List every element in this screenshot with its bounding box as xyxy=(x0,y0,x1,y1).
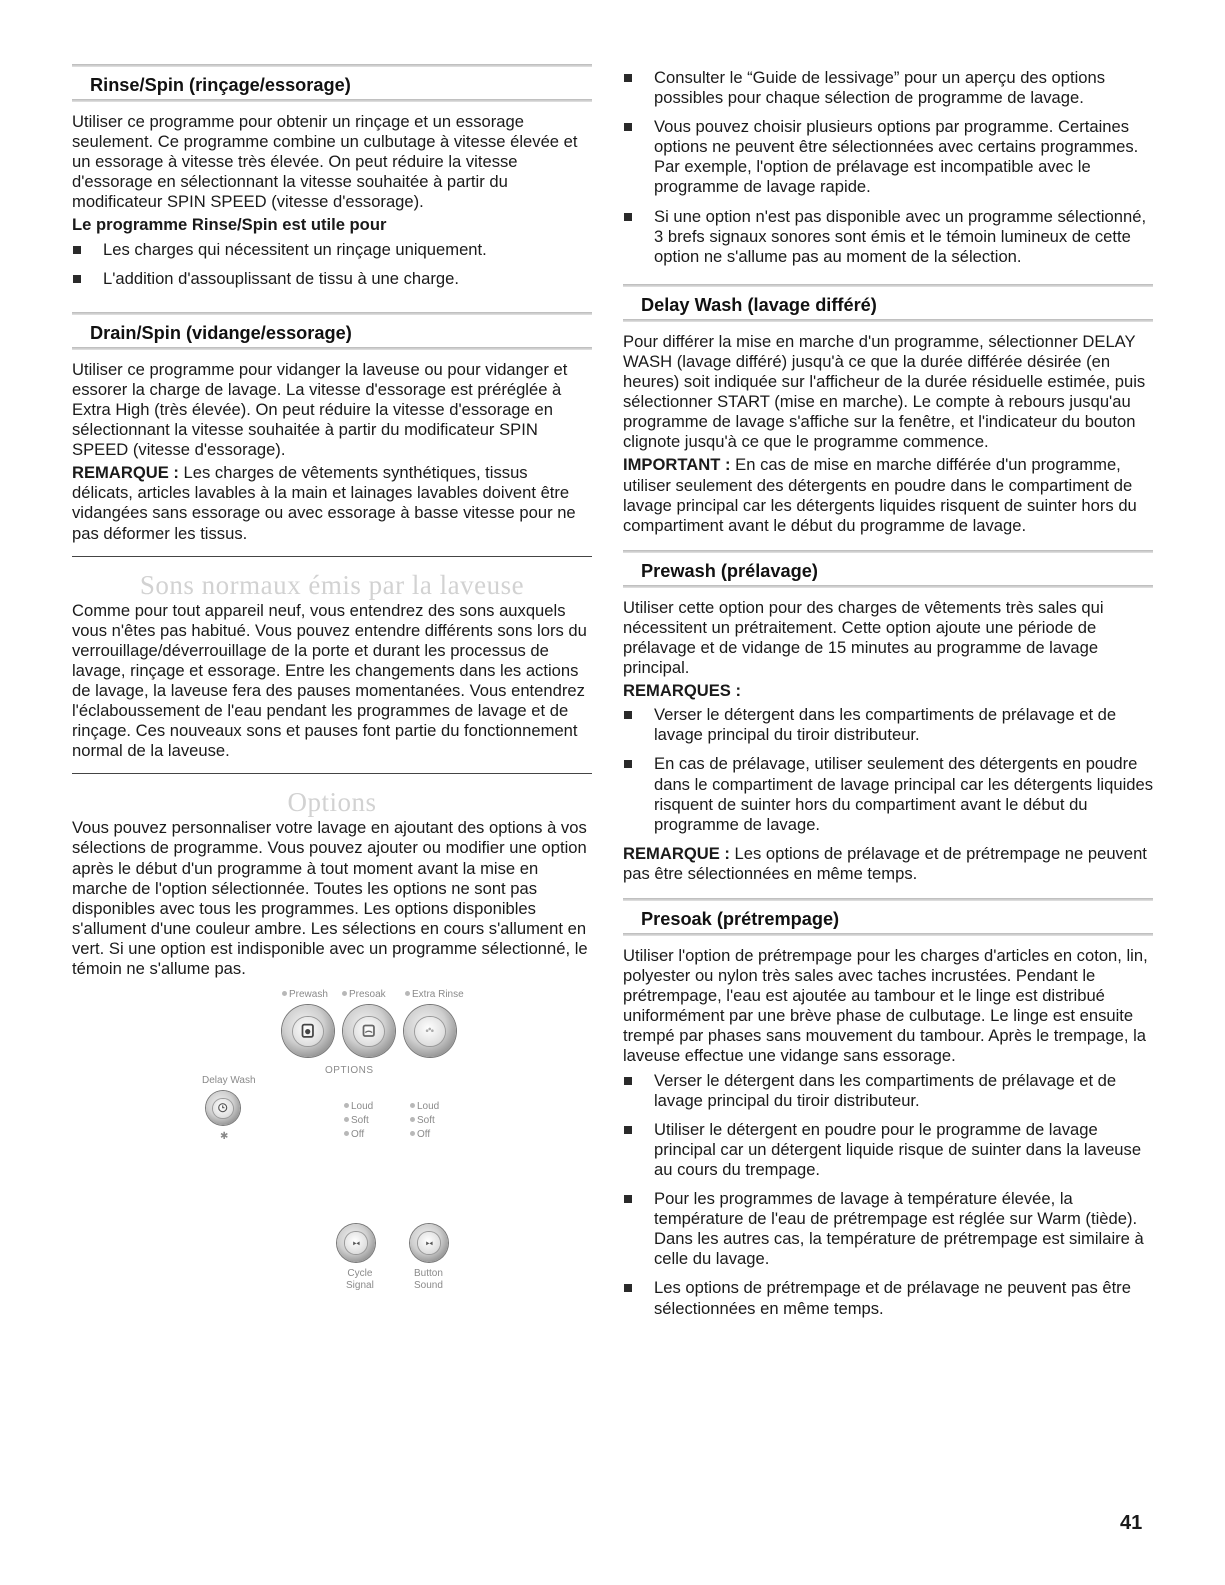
list-item: Consulter le “Guide de lessivage” pour un aperçu des options possibles pour chaque sélection de programme de lavage. xyxy=(623,68,1153,108)
indicator-light-icon xyxy=(282,991,287,996)
extra-rinse-panel-label: Extra Rinse xyxy=(405,989,464,1001)
options-paragraph: Vous pouvez personnaliser votre lavage en ajoutant des options à vos sélections de programme. Vous pouvez ajouter ou modifier une option après le début d'un programme à tout moment avant la mise en marche de l'option sélectionnée. Toutes les options ne sont pas disponibles avec tous les programmes. Les options disponibles s'allument d'une couleur ambre. Les sélections en cours s'allument en vert. Si une option est indisponible avec un programme sélectionné, le témoin ne s'allume pas. xyxy=(72,818,588,978)
signal-icon xyxy=(350,1237,363,1250)
delay-wash-paragraph: Pour différer la mise en marche d'un programme, sélectionner DELAY WASH (lavage différé) jusqu'à ce que la durée différée désirée (en heures) soit indiquée sur l'afficheur de la durée résiduelle estimée, puis sélectionner START (mise en marche). Le compte à rebours jusqu'au programme de lavage s'affiche sur la fenêtre, et l'indicateur du bouton clignote jusqu'à ce que le programme commence. xyxy=(623,331,1146,452)
indicator-light-icon xyxy=(405,991,410,996)
rinse-spin-lead: Le programme Rinse/Spin est utile pour xyxy=(72,215,387,235)
indicator-star-icon: ✱ xyxy=(220,1131,229,1143)
delay-wash-heading: Delay Wash (lavage différé) xyxy=(641,294,877,315)
sons-heading: Sons normaux émis par la laveuse xyxy=(139,569,525,600)
section-header-drain-spin xyxy=(72,312,592,350)
section-header-rinse-spin xyxy=(72,64,592,102)
presoak-icon xyxy=(360,1022,377,1039)
off-label: Off xyxy=(417,1129,431,1141)
sound-icon xyxy=(423,1237,436,1250)
cycle-signal-label: Cycle Signal xyxy=(346,1268,374,1291)
delay-wash-panel-label: Delay Wash xyxy=(202,1075,256,1087)
prewash-notes-list xyxy=(623,705,1153,835)
prewash-notes-label: REMARQUES : xyxy=(623,681,742,701)
presoak-heading: Presoak (prétrempage) xyxy=(641,909,840,929)
section-header-options xyxy=(72,773,592,818)
section-header-sons xyxy=(72,556,592,601)
section-header-delay-wash xyxy=(623,284,1153,322)
prewash-heading: Prewash (prélavage) xyxy=(641,560,818,581)
section-header-presoak xyxy=(623,898,1153,936)
note-text: Les charges de vêtements synthétiques, tissus délicats, articles lavables à la main et lainages lavables doivent être vidangées sans essorage ou avec essorage à basse vitesse pour ne pas déformer les tissus. xyxy=(72,463,576,543)
loud-label: Loud xyxy=(351,1101,374,1113)
control-panel-illustration xyxy=(72,983,592,1183)
list-item: Les options de prétrempage et de prélavage ne peuvent pas être sélectionnées en même temps. xyxy=(623,1278,1153,1318)
rinse-spin-list xyxy=(72,240,592,289)
important-text: En cas de mise en marche différée d'un programme, utiliser seulement des détergents en poudre dans le compartiment de lavage principal car les détergents liquides risquent de suinter hors du compartiment avant le début du programme de lavage. xyxy=(623,455,1137,535)
options-tips-list xyxy=(623,68,1153,267)
rinse-spin-heading: Rinse/Spin (rinçage/essorage) xyxy=(90,75,351,95)
note-label: REMARQUE : xyxy=(72,463,179,483)
drain-spin-heading: Drain/Spin (vidange/essorage) xyxy=(90,322,352,343)
list-item: Pour les programmes de lavage à température élevée, la température de l'eau de prétrempage est réglée sur Warm (tiède). Dans les autres cas, la température de prétrempage est similaire à celle du lavage. xyxy=(623,1189,1153,1269)
note-label: REMARQUE : xyxy=(623,843,730,863)
button-sound-button[interactable] xyxy=(410,1224,448,1262)
clock-icon xyxy=(217,1102,228,1113)
presoak-button[interactable] xyxy=(343,1005,395,1057)
indicator-light-icon xyxy=(410,1131,415,1136)
button-sound-label: Button Sound xyxy=(414,1268,443,1291)
delay-wash-important xyxy=(623,455,1153,535)
indicator-light-icon xyxy=(410,1103,415,1108)
off-label: Off xyxy=(351,1129,365,1141)
right-column xyxy=(623,68,1153,1328)
prewash-paragraph: Utiliser cette option pour des charges de vêtements très sales qui nécessitent un prétraitement. Cette option ajoute une période de prélavage et de vidange de 15 minutes au programme de lavage principal. xyxy=(623,597,1104,678)
rinse-spin-paragraph: Utiliser ce programme pour obtenir un rinçage et un essorage seulement. Ce programme combine un culbutage à vitesse élevée et un essorage à vitesse très élevée. On peut réduire la vitesse d'essorage en sélectionnant la vitesse souhaitée à partir du modificateur SPIN SPEED (vitesse d'essorage). xyxy=(72,112,578,212)
indicator-light-icon xyxy=(344,1131,349,1136)
indicator-light-icon xyxy=(344,1103,349,1108)
important-label: IMPORTANT : xyxy=(623,455,731,475)
prewash-panel-label: Prewash xyxy=(282,989,328,1001)
cycle-signal-button[interactable] xyxy=(337,1224,375,1262)
options-panel-label: OPTIONS xyxy=(325,1065,374,1077)
extra-rinse-icon xyxy=(421,1022,438,1039)
list-item: Si une option n'est pas disponible avec un programme sélectionné, 3 brefs signaux sonores sont émis et le témoin lumineux de cette option ne s'allume pas au moment de la sélection. xyxy=(623,207,1153,267)
left-column xyxy=(72,64,592,1183)
indicator-light-icon xyxy=(344,1117,349,1122)
extra-rinse-button[interactable] xyxy=(404,1005,456,1057)
page-number: 41 xyxy=(1120,1512,1143,1534)
soft-label: Soft xyxy=(351,1115,369,1127)
list-item: Utiliser le détergent en poudre pour le programme de lavage principal car un détergent liquide risque de suinter dans la laveuse au cours du trempage. xyxy=(623,1120,1153,1180)
prewash-icon xyxy=(299,1022,316,1039)
list-item: En cas de prélavage, utiliser seulement des détergents en poudre dans le compartiment de lavage principal car les détergents liquides risquent de suinter hors du compartiment avant le début du programme de lavage. xyxy=(623,754,1153,834)
list-item: Verser le détergent dans les compartiments de prélavage et de lavage principal du tiroir distributeur. xyxy=(623,705,1153,745)
note-text: Les options de prélavage et de prétrempage ne peuvent pas être sélectionnées en même temps. xyxy=(623,843,1147,883)
list-item: Verser le détergent dans les compartiments de prélavage et de lavage principal du tiroir distributeur. xyxy=(623,1071,1153,1111)
list-item: L'addition d'assouplissant de tissu à une charge. xyxy=(72,269,592,289)
drain-spin-paragraph: Utiliser ce programme pour vidanger la laveuse ou pour vidanger et essorer la charge de lavage. La vitesse d'essorage est préréglée à Extra High (très élevée). On peut réduire la vitesse d'essorage en sélectionnant la vitesse souhaitée à partir du modificateur SPIN SPEED (vitesse d'essorage). xyxy=(72,359,568,460)
presoak-panel-label: Presoak xyxy=(342,989,386,1001)
sons-paragraph: Comme pour tout appareil neuf, vous entendrez des sons auxquels vous n'êtes pas habitué. Vous pouvez entendre différents sons lors du verrouillage/déverrouillage de la porte et durant les processus de lavage, rinçage et essorage. Entre les changements dans les actions de lavage, la laveuse fera des pauses momentanées. Vous entendrez l'éclaboussement de l'eau pendant les programmes de lavage et de rinçage. Ces nouveaux sons et pauses font partie du fonctionnement normal de la laveuse. xyxy=(72,600,587,761)
indicator-light-icon xyxy=(342,991,347,996)
drain-spin-note xyxy=(72,463,592,543)
delay-wash-button[interactable] xyxy=(206,1091,240,1125)
loud-label: Loud xyxy=(417,1101,440,1113)
list-item: Les charges qui nécessitent un rinçage uniquement. xyxy=(72,240,592,260)
presoak-paragraph: Utiliser l'option de prétrempage pour les charges d'articles en coton, lin, polyester ou nylon très sales avec taches incrustées. Pendant le prétrempage, l'eau est ajoutée au tambour et le linge est distribué uniformément par une brève phase de culbutage. Le linge est ensuite trempé par phases sans mouvement du tambour. Après le trempage, la laveuse effectue une vidange sans essorage. xyxy=(623,946,1148,1066)
presoak-list xyxy=(623,1071,1153,1319)
soft-label: Soft xyxy=(417,1115,435,1127)
prewash-note xyxy=(623,844,1153,884)
indicator-light-icon xyxy=(410,1117,415,1122)
options-heading: Options xyxy=(287,787,377,818)
prewash-button[interactable] xyxy=(282,1005,334,1057)
section-header-prewash xyxy=(623,550,1153,588)
list-item: Vous pouvez choisir plusieurs options par programme. Certaines options ne peuvent être sélectionnées avec certains programmes. Par exemple, l'option de prélavage est incompatible avec le programme de lavage rapide. xyxy=(623,117,1153,197)
